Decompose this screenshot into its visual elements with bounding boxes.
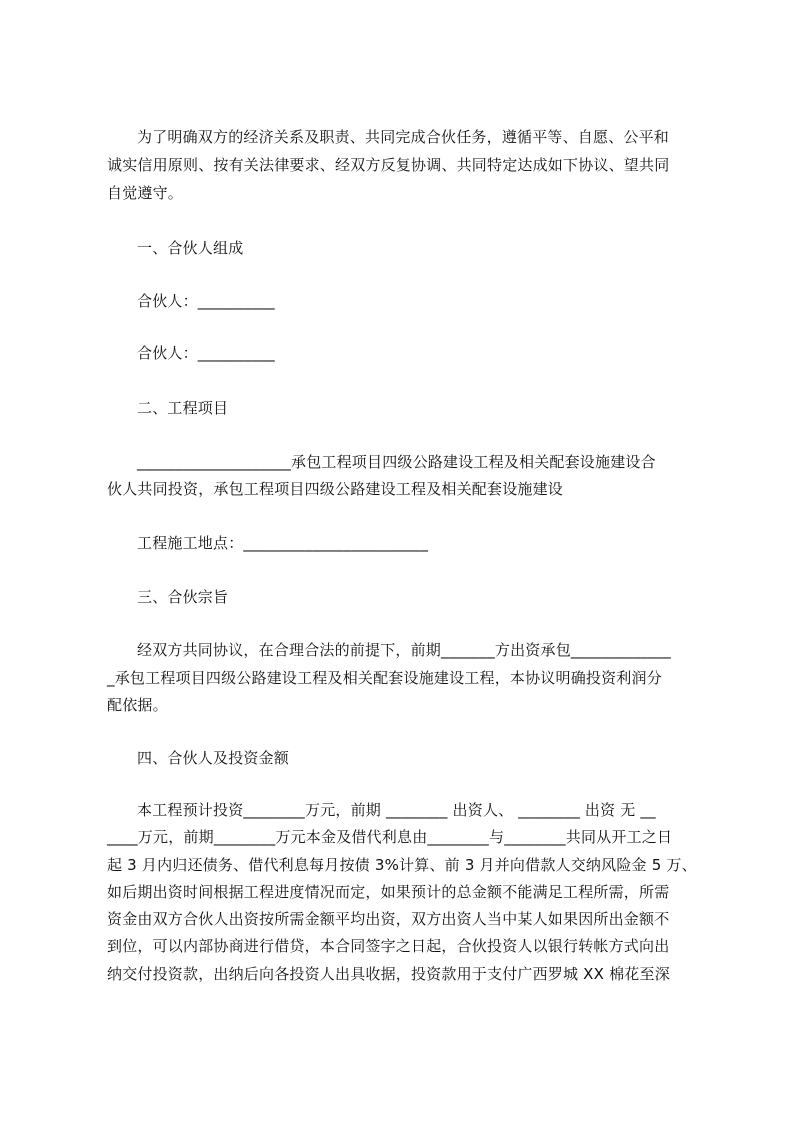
paragraph-line: 本工程预计投资________万元，前期 ________ 出资人、 ________ 出资 无 __: [137, 801, 656, 819]
paragraph-line: 起 3 月内归还债务、借代利息每月按债 3%计算、前 3 月并向借款人交纳风险金 5 万、: [107, 856, 697, 874]
intro-line: 诚实信用原则、按有关法律要求、经双方反复协调、共同特定达成如下协议、望共同: [107, 156, 670, 174]
paragraph-line: _承包工程项目四级公路建设工程及相关配套设施建设工程，本协议明确投资利润分: [107, 669, 662, 687]
paragraph-line: ____万元，前期________万元本金及借代利息由________与________共同从开工之日: [107, 828, 673, 846]
paragraph-line: 资金由双方合伙人出资按所需金额平均出资，双方出资人当中某人如果因所出金额不: [107, 910, 670, 928]
paragraph-line: 到位，可以内部协商进行借贷，本合同签字之日起，合伙投资人以银行转帐方式向出: [107, 937, 670, 955]
paragraph-line: 配依据。: [107, 696, 168, 714]
partner-field: 合伙人：__________: [137, 344, 275, 362]
partner-field: 合伙人：__________: [137, 292, 275, 310]
section-heading: 三、合伙宗旨: [137, 588, 229, 606]
section-heading: 四、合伙人及投资金额: [137, 749, 290, 767]
intro-line: 为了明确双方的经济关系及职责、共同完成合伙任务，遵循平等、自愿、公平和: [137, 128, 670, 146]
location-field: 工程施工地点：________________________: [137, 534, 429, 552]
paragraph-line: 纳交付投资款，出纳后向各投资人出具收据，投资款用于支付广西罗城 XX 棉花至深: [107, 965, 670, 983]
paragraph-line: 如后期出资时间根据工程进度情况而定，如果预计的总金额不能满足工程所需，所需: [107, 883, 670, 901]
intro-line: 自觉遵守。: [107, 184, 184, 202]
paragraph-line: ____________________承包工程项目四级公路建设工程及相关配套设施建设合: [137, 453, 656, 471]
paragraph-line: 伙人共同投资，承包工程项目四级公路建设工程及相关配套设施建设: [107, 480, 564, 498]
section-heading: 二、工程项目: [137, 399, 229, 417]
section-heading: 一、合伙人组成: [137, 239, 244, 257]
paragraph-line: 经双方共同协议，在合理合法的前提下，前期_______方出资承包_____________: [137, 641, 672, 659]
